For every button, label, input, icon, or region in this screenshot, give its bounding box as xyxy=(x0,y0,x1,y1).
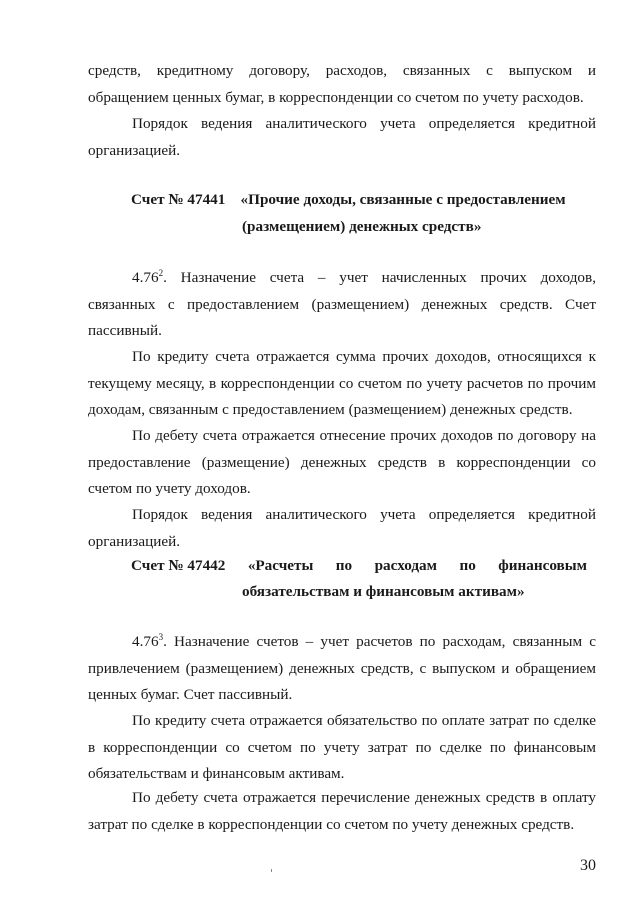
clause-4-76-2 xyxy=(88,265,596,345)
clause-text: . Назначение счета – учет начисленных прочих доходов, связанных с предоставлением (размещением) денежных средств. Счет пассивный. xyxy=(88,269,596,339)
paragraph-debit-47441: По дебету счета отражается отнесение прочих доходов по договору на предоставление (размещение) денежных средств в корреспонденции со счетом по учету доходов. xyxy=(88,427,596,497)
heading-word: «Расчеты xyxy=(247,557,314,574)
clause-number: 4.76 xyxy=(132,269,159,286)
heading-47442-line2: обязательствам и финансовым активам» xyxy=(242,583,525,600)
heading-word: по xyxy=(335,557,353,574)
clause-text: . Назначение счетов – учет расчетов по расходам, связанным с привлечением (размещением) денежных средств, с выпуском и обращением ценных бумаг. Счет пассивный. xyxy=(88,633,596,703)
page-number: 30 xyxy=(580,857,596,874)
heading-word: по xyxy=(459,557,476,574)
clause-number: 4.76 xyxy=(132,633,159,650)
paragraph-continuation: средств, кредитному договору, расходов, связанных с выпуском и обращением ценных бумаг, в корреспонденции со счетом по учету расходов. xyxy=(88,62,596,106)
clause-4-76-3 xyxy=(88,629,596,709)
paragraph-credit-47442: По кредиту счета отражается обязательство по оплате затрат по сделке в корреспонденции со счетом по учету затрат по сделке по финансовым обязательствам и финансовым активам. xyxy=(88,712,596,782)
clause-superscript: 2 xyxy=(158,267,164,278)
paragraph-credit-47441: По кредиту счета отражается сумма прочих доходов, относящихся к текущему месяцу, в корреспонденции со счетом по учету расчетов по прочим доходам, связанным с предоставлением (размещением) денежных средств. xyxy=(88,348,596,418)
clause-superscript: 3 xyxy=(158,631,164,642)
heading-47441-line1: Счет № 47441 «Прочие доходы, связанные с предоставлением xyxy=(131,191,566,208)
heading-47442-line1 xyxy=(131,553,587,580)
heading-47441-line2: (размещением) денежных средств» xyxy=(242,218,482,235)
paragraph-analytics-2: Порядок ведения аналитического учета определяется кредитной организацией. xyxy=(88,506,596,550)
scan-speck xyxy=(271,869,272,872)
heading-word: Счет № 47442 xyxy=(131,557,226,574)
heading-word: финансовым xyxy=(498,557,587,574)
paragraph-debit-47442: По дебету счета отражается перечисление денежных средств в оплату затрат по сделке в корреспонденции со счетом по учету денежных средств. xyxy=(88,789,596,833)
heading-word: расходам xyxy=(374,557,437,574)
paragraph-analytics-1: Порядок ведения аналитического учета определяется кредитной организацией. xyxy=(88,115,596,159)
